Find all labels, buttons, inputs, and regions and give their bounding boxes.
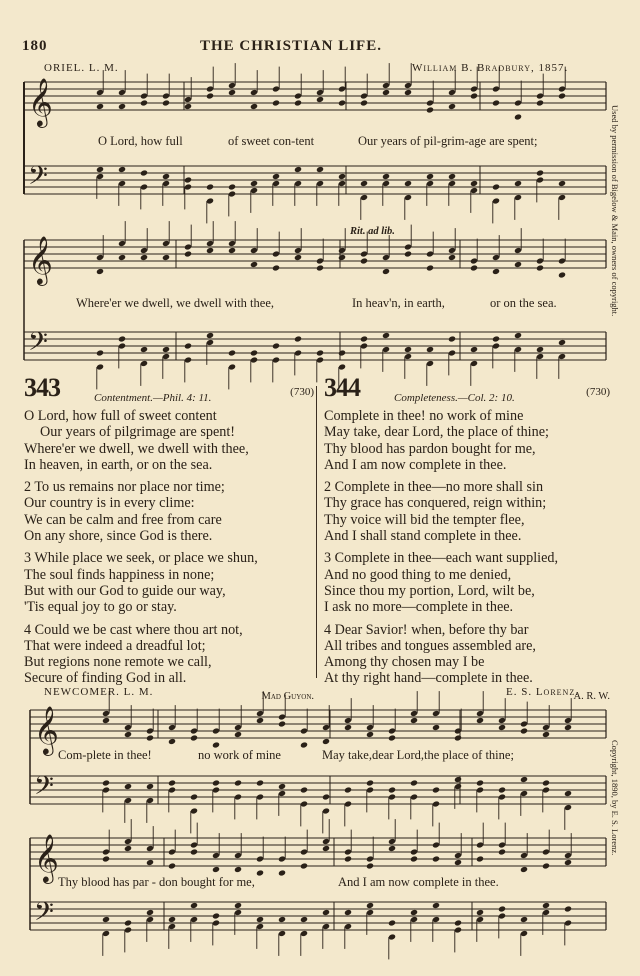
hymn-meter: (730) [586, 386, 610, 398]
svg-text:𝄞: 𝄞 [28, 235, 53, 284]
hymn-author: A. R. W. [573, 690, 610, 702]
verse-line: May take, dear Lord, the place of thine; [324, 424, 549, 441]
verse-line: Where'er we dwell, we dwell with thee, [24, 440, 249, 457]
verse-line: But with our God to guide our way, [24, 582, 226, 599]
svg-text:𝄞: 𝄞 [34, 833, 59, 882]
verse-line: In heaven, in earth, or on the sea. [24, 456, 213, 473]
hymn-number: 344 [324, 373, 360, 402]
tune1-copyright: Used by permission of Bigelow & Main, owners of copyright. [610, 105, 620, 317]
tune1-lyric-1a: O Lord, how full [98, 134, 183, 148]
verse-line: Complete in thee! no work of mine [324, 408, 524, 424]
hymn-number: 343 [24, 373, 60, 402]
tune1-lyric-2a: Where'er we dwell, we dwell with thee, [76, 296, 275, 310]
tune2-copyright: Copyright, 1890, by E. S. Lorenz. [610, 740, 620, 856]
verse-line: 4 Dear Savior! when, before thy bar [324, 621, 529, 638]
verse-line: We can be calm and free from care [24, 511, 222, 528]
verse-line: Our country is in every clime: [24, 495, 195, 512]
verse-line: And I shall stand complete in thee. [324, 528, 522, 545]
verse-line: Thy blood has pardon bought for me, [324, 440, 536, 457]
hymn-meter: (730) [290, 386, 314, 398]
verse-line: Secure of finding God in all. [24, 670, 187, 687]
verse-line: 4 Could we be cast where thou art not, [24, 621, 243, 638]
tune1-lyric-2c: or on the sea. [490, 296, 557, 310]
tune1-lyric-1c: Our years of pil-grim-age are spent; [358, 134, 538, 148]
verse-line: But regions none remote we call, [24, 654, 212, 671]
verse-line: 3 Complete in thee—each want supplied, [324, 550, 559, 567]
svg-text:𝄞: 𝄞 [34, 705, 59, 754]
verse-line: All tribes and tongues assembled are, [324, 637, 536, 654]
tune1-direction: Rit. ad lib. [350, 226, 395, 237]
verse-line: 3 While place we seek, or place we shun, [24, 550, 258, 567]
tune2-lyric-2a: Thy blood has par - don bought for me, [58, 875, 255, 889]
tune1-lyric-1b: of sweet con-tent [228, 134, 315, 148]
running-title: THE CHRISTIAN LIFE. [200, 38, 382, 54]
hymn-title: Completeness.—Col. 2: 10. [394, 392, 515, 404]
verse-line: I ask no more—complete in thee. [324, 599, 514, 616]
column-divider [316, 386, 317, 678]
tune2-composer: E. S. Lorenz. [506, 686, 579, 698]
verse-line: And I am now complete in thee. [324, 456, 507, 473]
verse-line: 2 Complete in thee—no more shall sin [324, 479, 544, 496]
hymn-author: Mad Guyon. [261, 690, 314, 702]
svg-text:𝄞: 𝄞 [28, 77, 53, 126]
verse-line: And no good thing to me denied, [324, 566, 512, 583]
tune2-lyric-1c: May take,dear Lord,the place of thine; [322, 748, 514, 762]
tune2-name: NEWCOMER. L. M. [44, 686, 154, 698]
verse-line: Since thou my portion, Lord, wilt be, [324, 582, 535, 599]
hymn-344 [324, 373, 610, 705]
page-number: 180 [22, 38, 48, 54]
verse-line: 'Tis equal joy to go or stay. [24, 599, 177, 616]
verse-line: Among thy chosen may I be [324, 654, 485, 671]
svg-text:𝄢: 𝄢 [34, 897, 54, 933]
svg-text:𝄢: 𝄢 [28, 327, 48, 363]
tune1-lyric-2b: In heav'n, in earth, [352, 296, 445, 310]
svg-text:𝄢: 𝄢 [28, 161, 48, 197]
verse-line: On any shore, since God is there. [24, 528, 213, 545]
tune2-lyric-2b: And I am now complete in thee. [338, 875, 499, 889]
verse-line: Our years of pilgrimage are spent! [40, 424, 236, 441]
tune1-name: ORIEL. L. M. [44, 62, 119, 74]
hymn-title: Contentment.—Phil. 4: 11. [94, 392, 212, 404]
tune2-lyric-1b: no work of mine [198, 748, 281, 762]
tune2-lyric-1a: Com-plete in thee! [58, 748, 152, 762]
verse-line: Thy voice will bid the tempter flee, [324, 511, 525, 528]
verse-line: At thy right hand—complete in thee. [324, 670, 533, 687]
verse-line: 2 To us remains nor place nor time; [24, 479, 225, 496]
verse-line: That were indeed a dreadful lot; [24, 637, 206, 654]
verse-line: O Lord, how full of sweet content [24, 408, 217, 424]
tune1-composer: William B. Bradbury, 1857. [412, 62, 569, 74]
verse-line: The soul finds happiness in none; [24, 566, 215, 583]
hymn-343 [24, 373, 314, 705]
verse-line: Thy grace has conquered, reign within; [324, 495, 547, 512]
svg-text:𝄢: 𝄢 [34, 771, 54, 807]
